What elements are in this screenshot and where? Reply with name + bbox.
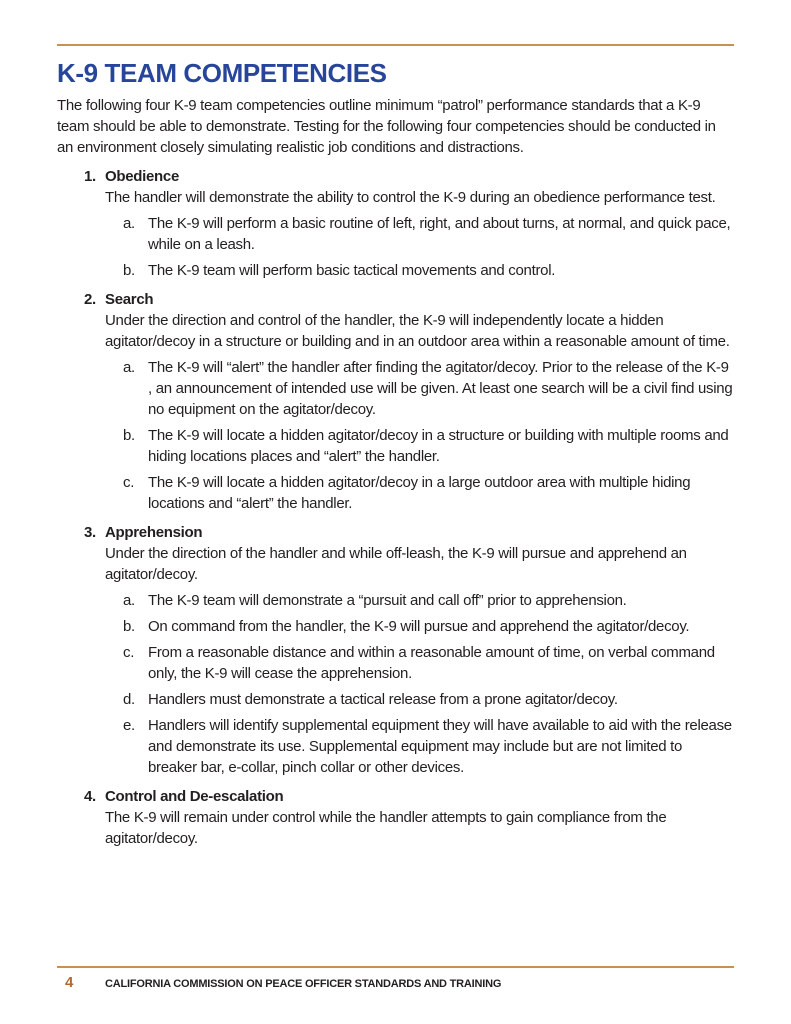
subitem-letter: c. [123, 644, 135, 661]
competency-item-search [57, 289, 734, 514]
competency-description: The K-9 will remain under control while the handler attempts to gain compliance from the agitator/decoy. [105, 809, 667, 847]
subitem-letter: d. [123, 691, 135, 708]
footer-title: CALIFORNIA COMMISSION ON PEACE OFFICER STANDARDS AND TRAINING [105, 978, 502, 990]
subitem-text: The K-9 team will perform basic tactical movements and control. [148, 262, 556, 279]
competency-description: Under the direction of the handler and while off-leash, the K-9 will pursue and apprehend an agitator/decoy. [105, 545, 687, 583]
subitem [105, 357, 734, 420]
subitem-text: The K-9 will locate a hidden agitator/decoy in a large outdoor area with multiple hiding locations and “alert” the handler. [148, 474, 691, 512]
footer-row [57, 974, 734, 991]
competency-item-apprehension [57, 522, 734, 778]
subitem-text: The K-9 team will demonstrate a “pursuit and call off” prior to apprehension. [148, 592, 627, 609]
subitem-text: The K-9 will “alert” the handler after finding the agitator/decoy. Prior to the release of the K-9 , an announcement of intended use will be given. At least one search will be a civil find using no equipment on the agitator/decoy. [148, 359, 733, 418]
competency-number: 2. [84, 291, 96, 308]
subitem [105, 472, 734, 514]
competency-heading: Search [105, 291, 154, 308]
subitem-letter: c. [123, 474, 135, 491]
subitem [105, 642, 734, 684]
subitem-text: Handlers will identify supplemental equipment they will have available to aid with the release and demonstrate its use. Supplemental equipment may include but are not limited to breaker bar, e-collar, pinch collar or other devices. [148, 717, 732, 776]
competency-body [105, 786, 734, 849]
subitem-text: Handlers must demonstrate a tactical release from a prone agitator/decoy. [148, 691, 618, 708]
competency-number: 3. [84, 524, 96, 541]
subitem-letter: b. [123, 262, 135, 279]
intro-paragraph: The following four K-9 team competencies outline minimum “patrol” performance standards that a K-9 team should be able to demonstrate. Testing for the following four competencies should be conducted in an environment closely simulating realistic job conditions and distractions. [57, 97, 716, 156]
subitem [105, 260, 734, 281]
subitem-letter: b. [123, 618, 135, 635]
page-content [57, 44, 734, 849]
subitem-letter: a. [123, 359, 135, 376]
subitem [105, 425, 734, 467]
subitem-text: The K-9 will locate a hidden agitator/decoy in a structure or building with multiple rooms and hiding locations places and “alert” the handler. [148, 427, 729, 465]
competency-item-control-deescalation [57, 786, 734, 849]
subitem [105, 715, 734, 778]
competency-number: 1. [84, 168, 96, 185]
competency-heading: Obedience [105, 168, 179, 185]
competency-list [57, 166, 734, 849]
subitem-letter: e. [123, 717, 135, 734]
top-divider [57, 44, 734, 46]
competency-heading: Apprehension [105, 524, 203, 541]
competency-body [105, 166, 734, 281]
page-footer [57, 966, 734, 991]
competency-heading: Control and De-escalation [105, 788, 284, 805]
subitem-text: On command from the handler, the K-9 will pursue and apprehend the agitator/decoy. [148, 618, 690, 635]
subitem [105, 213, 734, 255]
page-number: 4 [65, 974, 74, 991]
competency-description: Under the direction and control of the handler, the K-9 will independently locate a hidden agitator/decoy in a structure or building and in an outdoor area within a reasonable amount of time. [105, 312, 730, 350]
competency-item-obedience [57, 166, 734, 281]
competency-description: The handler will demonstrate the ability to control the K-9 during an obedience performance test. [105, 189, 716, 206]
page-title: K-9 TEAM COMPETENCIES [57, 58, 387, 88]
subitem [105, 689, 734, 710]
subitem-letter: a. [123, 592, 135, 609]
subitem-text: From a reasonable distance and within a reasonable amount of time, on verbal command only, the K-9 will cease the apprehension. [148, 644, 715, 682]
subitem-letter: a. [123, 215, 135, 232]
subitem-letter: b. [123, 427, 135, 444]
subitem [105, 590, 734, 611]
competency-number: 4. [84, 788, 96, 805]
subitem-text: The K-9 will perform a basic routine of left, right, and about turns, at normal, and quick pace, while on a leash. [148, 215, 731, 253]
subitem [105, 616, 734, 637]
competency-body [105, 522, 734, 778]
competency-body [105, 289, 734, 514]
